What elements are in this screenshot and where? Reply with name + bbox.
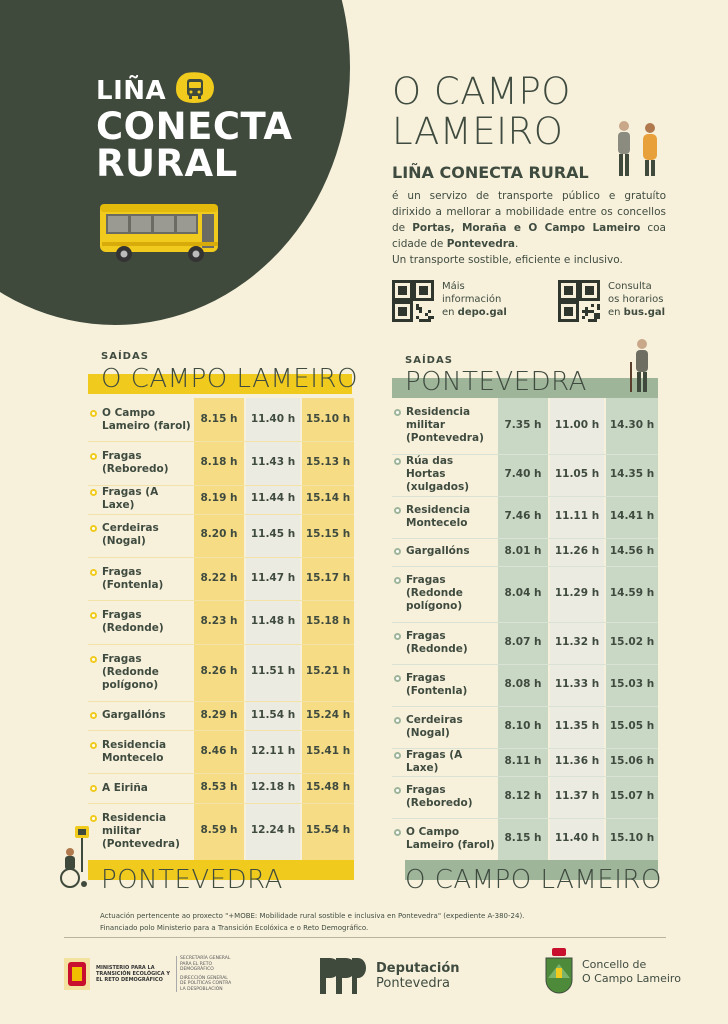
bus-illustration-icon: [98, 196, 222, 266]
qr-code-icon[interactable]: [392, 280, 434, 322]
stop-label-line: polígono): [102, 678, 159, 691]
departure-time: 15.41 h: [305, 744, 351, 757]
qr-schedules-line-2: os horarios: [608, 294, 664, 305]
stop-dot-icon: [394, 717, 401, 724]
qr-info-line-2: información: [442, 294, 502, 305]
footnote-line-2: Financiado polo Ministerio para a Transición Ecolóxica e o Reto Demográfico.: [100, 924, 369, 932]
departure-time: 15.54 h: [305, 824, 351, 837]
stop-name: [394, 749, 496, 775]
stop-label: [406, 545, 470, 558]
table-row: [392, 538, 658, 566]
concello-logo: [544, 948, 681, 996]
departure-time: 7.46 h: [504, 509, 542, 522]
departure-time: 11.37 h: [554, 790, 600, 802]
stop-dot-icon: [394, 548, 401, 555]
description-bold-1: Portas, Moraña e O Campo Lameiro: [412, 222, 641, 234]
departure-time: 11.43 h: [250, 455, 296, 468]
departure-time: 7.35 h: [504, 418, 542, 431]
qr-schedules-prefix: en: [608, 307, 624, 318]
table-row: [392, 566, 658, 622]
departure-time: 8.18 h: [200, 455, 238, 468]
departure-time: 11.05 h: [554, 467, 600, 480]
stop-label-line: Gargallóns: [102, 709, 166, 722]
stop-label-line: Fragas: [102, 565, 142, 578]
stop-label: [406, 749, 496, 775]
table-row: [88, 557, 354, 600]
table-row: [392, 454, 658, 496]
departure-time: 8.59 h: [200, 824, 238, 837]
right-destination: O CAMPO LAMEIRO: [405, 865, 662, 895]
departure-time: 8.12 h: [504, 790, 542, 802]
departure-time: 12.18 h: [250, 781, 296, 794]
departure-time: 12.24 h: [250, 824, 296, 837]
departure-time: 11.54 h: [250, 708, 296, 721]
stop-label-line: militar: [102, 824, 142, 837]
stop-dot-icon: [394, 675, 401, 682]
departure-time: 14.30 h: [609, 418, 655, 431]
departure-time: 15.15 h: [305, 528, 351, 541]
stop-label-line: Residencia: [406, 503, 471, 516]
departure-time: 15.21 h: [305, 665, 351, 678]
stop-name: [394, 630, 496, 656]
qr-info-site: depo.gal: [457, 307, 507, 318]
stop-label-line: (xulgados): [406, 481, 470, 494]
left-saidas-label: SAÍDAS: [101, 351, 149, 362]
concello-crest-icon: [544, 948, 574, 996]
stop-label-line: Fragas: [406, 784, 446, 796]
stop-name: [90, 812, 192, 851]
stop-label-line: militar: [406, 419, 446, 432]
stop-dot-icon: [394, 507, 401, 514]
stop-label: [102, 486, 192, 512]
stop-name: [394, 672, 496, 698]
departure-time: 8.20 h: [200, 528, 238, 541]
table-row: [88, 485, 354, 514]
stop-label: [406, 672, 467, 698]
departure-time: 15.05 h: [609, 719, 655, 732]
stop-label-line: (Fontenla): [102, 578, 164, 591]
departure-time: 15.07 h: [609, 790, 655, 802]
table-row: [392, 776, 658, 818]
stop-label-line: (Nogal): [102, 535, 146, 548]
ministerio-logo: [64, 956, 232, 992]
stop-label-line: Fragas (A Laxe): [406, 748, 463, 774]
description-text-2: coa cidade de: [392, 222, 666, 250]
stop-name: [394, 545, 496, 558]
table-row: [392, 496, 658, 538]
description-text-1: é un servizo de transporte público e gratuíto dirixido a mellorar a mobilidade entre os concellos de: [392, 190, 666, 234]
departure-time: 11.00 h: [554, 418, 600, 431]
qr-info[interactable]: [392, 280, 507, 322]
stop-label-line: O Campo: [102, 406, 156, 419]
departure-time: 11.26 h: [554, 544, 600, 557]
stop-label-line: Cerdeiras: [406, 713, 463, 726]
footnote: [100, 910, 660, 934]
deputacion-line-2: Pontevedra: [376, 976, 450, 991]
stop-name: [90, 739, 192, 765]
qr-code-icon[interactable]: [558, 280, 600, 322]
stop-name: [394, 504, 496, 530]
tagline: Un transporte sostible, eficiente e inclusivo.: [392, 254, 623, 266]
wheelchair-user-icon: [58, 826, 98, 890]
departure-time: 11.45 h: [250, 528, 296, 541]
stop-dot-icon: [394, 752, 401, 759]
qr-schedules[interactable]: [558, 280, 665, 322]
stop-dot-icon: [90, 742, 97, 749]
departure-time: 14.35 h: [609, 467, 655, 480]
departure-time: 15.17 h: [305, 571, 351, 584]
table-row: [88, 441, 354, 484]
departure-time: 15.10 h: [609, 832, 655, 844]
stop-name: [394, 714, 496, 740]
table-row: [88, 600, 354, 643]
stop-label: [102, 450, 169, 476]
stop-name: [90, 709, 192, 722]
table-row: [88, 398, 354, 441]
qr-schedules-site: bus.gal: [623, 307, 666, 318]
departure-time: 15.18 h: [305, 614, 351, 627]
departure-time: 15.03 h: [609, 677, 655, 690]
stop-dot-icon: [90, 612, 97, 619]
stop-label: [406, 455, 496, 494]
qr-schedules-text: [608, 280, 665, 319]
description-text-3: .: [515, 238, 519, 250]
qr-info-text: [442, 280, 507, 319]
right-saidas-label: SAÍDAS: [405, 355, 453, 366]
stop-name: [90, 486, 192, 512]
departure-time: 8.15 h: [200, 412, 238, 425]
departure-time: 8.15 h: [504, 832, 542, 844]
deputacion-line-1: Deputación: [376, 961, 460, 976]
stop-label-line: (Pontevedra): [406, 432, 484, 445]
stop-name: [394, 406, 496, 445]
stop-dot-icon: [394, 577, 401, 584]
description-bold-2: Pontevedra: [446, 238, 515, 250]
departure-time: 14.41 h: [609, 509, 655, 522]
departure-time: 8.01 h: [504, 544, 542, 557]
stop-name: [90, 407, 192, 433]
departure-time: 11.51 h: [250, 665, 296, 678]
secretaria-name: [176, 956, 232, 992]
stop-label: [102, 653, 159, 692]
left-origin: O CAMPO LAMEIRO: [101, 364, 358, 394]
table-row: [392, 748, 658, 776]
stop-label-line: Gargallóns: [406, 545, 470, 558]
departure-time: 7.40 h: [504, 467, 542, 480]
stop-dot-icon: [394, 633, 401, 640]
page-title: [392, 72, 571, 152]
brand-line-1: LIÑA: [96, 76, 167, 106]
stop-label: [406, 504, 470, 530]
concello-line-1: Concello de: [582, 958, 647, 971]
departure-time: 11.47 h: [250, 571, 296, 584]
table-row: [88, 514, 354, 557]
description: [392, 188, 666, 252]
subtitle: LIÑA CONECTA RURAL: [392, 163, 589, 182]
stop-label-line: (Nogal): [406, 726, 450, 739]
departure-time: 8.53 h: [200, 781, 238, 794]
stop-dot-icon: [90, 656, 97, 663]
footnote-line-1: Actuación pertencente ao proxecto "+MOBE: Mobilidade rural sostible e inclusiva en Pontevedra" (expediente A-380-24).: [100, 912, 525, 920]
spain-crest-icon: [64, 958, 90, 990]
stop-label-line: Lameiro (farol): [102, 419, 191, 432]
stop-label-line: Fragas: [102, 449, 142, 462]
table-row: [88, 730, 354, 773]
stop-dot-icon: [90, 785, 97, 792]
deputacion-logo: [316, 954, 460, 998]
departure-time: 11.11 h: [554, 509, 600, 522]
stop-dot-icon: [90, 569, 97, 576]
stop-name: [90, 450, 192, 476]
stop-label: [406, 784, 473, 810]
stop-label: [406, 574, 463, 613]
stop-label-line: Fragas: [102, 608, 142, 621]
bus-badge-icon: [174, 71, 216, 105]
stop-dot-icon: [394, 787, 401, 794]
departure-time: 15.02 h: [609, 635, 655, 648]
title-line-2: LAMEIRO: [392, 110, 564, 153]
left-destination: PONTEVEDRA: [101, 865, 283, 895]
direccion-text: DIRECCIÓN GENERAL DE POLÍTICAS CONTRA LA DESPOBLACIÓN: [180, 975, 232, 992]
ministerio-name: MINISTERIO PARA LA TRANSICIÓN ECOLÓGICA Y EL RETO DEMOGRÁFICO: [96, 965, 170, 983]
stop-dot-icon: [394, 829, 401, 836]
stop-label-line: Rúa das Hortas: [406, 455, 454, 481]
table-row: [392, 818, 658, 860]
pedestrians-icon: [610, 118, 666, 180]
departure-time: 11.40 h: [250, 412, 296, 425]
stop-dot-icon: [394, 409, 401, 416]
stop-label-line: polígono): [406, 600, 463, 613]
table-row: [88, 773, 354, 802]
qr-info-line-1: Máis: [442, 281, 465, 292]
brand-line-2: CONECTA: [96, 105, 293, 148]
stop-dot-icon: [90, 712, 97, 719]
stop-label-line: Fragas: [406, 629, 446, 642]
stop-label-line: Fragas: [102, 652, 142, 665]
stop-name: [90, 609, 192, 635]
stop-label-line: Lameiro (farol): [406, 839, 495, 851]
stop-dot-icon: [90, 489, 97, 496]
stop-label: [102, 782, 148, 795]
footer-divider: [64, 937, 666, 938]
table-row: [392, 706, 658, 748]
stop-label-line: (Reboredo): [406, 797, 473, 809]
stop-label-line: (Redonde): [406, 642, 468, 655]
departure-time: 8.07 h: [504, 635, 542, 648]
departure-time: 11.44 h: [250, 492, 296, 505]
brand-line-3: RURAL: [96, 142, 238, 185]
stop-label-line: (Pontevedra): [102, 837, 180, 850]
table-row: [88, 701, 354, 730]
stop-label-line: (Fontenla): [406, 684, 468, 697]
departure-time: 8.22 h: [200, 571, 238, 584]
stop-label-line: Fragas: [406, 574, 446, 587]
departure-time: 14.56 h: [609, 544, 655, 557]
stop-label-line: (Redonde): [102, 621, 164, 634]
stop-label: [102, 407, 191, 433]
stop-label: [102, 522, 159, 548]
table-row: [88, 803, 354, 860]
departure-time: 15.14 h: [305, 492, 351, 505]
concello-line-2: O Campo Lameiro: [582, 972, 681, 985]
departure-time: 8.29 h: [200, 708, 238, 721]
stop-label-line: Fragas: [406, 671, 446, 684]
stop-label: [102, 812, 180, 851]
stop-label: [406, 406, 484, 445]
stop-dot-icon: [90, 410, 97, 417]
departure-time: 8.08 h: [504, 677, 542, 690]
right-timetable: [392, 398, 658, 860]
stop-label-line: Fragas (A Laxe): [102, 486, 159, 512]
stop-label: [102, 566, 163, 592]
stop-dot-icon: [394, 458, 401, 465]
stop-name: [90, 782, 192, 795]
deputacion-mark-icon: [316, 954, 366, 998]
right-origin: PONTEVEDRA: [405, 367, 587, 397]
stop-dot-icon: [90, 453, 97, 460]
departure-time: 8.11 h: [504, 754, 542, 767]
stop-dot-icon: [90, 815, 97, 822]
stop-label: [102, 709, 166, 722]
stop-label: [406, 630, 468, 656]
stop-label: [102, 609, 164, 635]
stop-label-line: Residencia: [102, 738, 167, 751]
stop-label-line: Residencia: [102, 811, 167, 824]
departure-time: 8.19 h: [200, 492, 238, 505]
departure-time: 14.59 h: [609, 586, 655, 599]
stop-name: [90, 566, 192, 592]
departure-time: 11.32 h: [554, 635, 600, 648]
departure-time: 8.04 h: [504, 586, 542, 599]
departure-time: 8.23 h: [200, 614, 238, 627]
departure-time: 12.11 h: [250, 744, 296, 757]
stop-label-line: Residencia: [406, 406, 471, 419]
title-line-1: O CAMPO: [392, 70, 571, 113]
stop-label-line: (Reboredo): [102, 462, 169, 475]
stop-label-line: Montecelo: [406, 516, 468, 529]
departure-time: 11.48 h: [250, 614, 296, 627]
stop-label-line: Cerdeiras: [102, 522, 159, 535]
departure-time: 15.24 h: [305, 708, 351, 721]
stop-name: [394, 455, 496, 494]
departure-time: 11.29 h: [554, 586, 600, 599]
secretaria-text: SECRETARÍA GENERAL PARA EL RETO DEMOGRÁFICO: [180, 956, 231, 972]
table-row: [88, 644, 354, 701]
stop-dot-icon: [90, 525, 97, 532]
left-timetable: [88, 398, 354, 860]
stop-label-line: (Redonde: [406, 587, 463, 600]
departure-time: 8.10 h: [504, 719, 542, 732]
elderly-walker-icon: [626, 338, 658, 394]
departure-time: 11.35 h: [554, 719, 600, 732]
stop-label-line: A Eiriña: [102, 781, 148, 794]
stop-label-line: O Campo: [406, 826, 460, 838]
stop-label-line: Montecelo: [102, 751, 164, 764]
departure-time: 8.46 h: [200, 744, 238, 757]
qr-info-prefix: en: [442, 307, 458, 318]
qr-schedules-line-1: Consulta: [608, 281, 652, 292]
departure-time: 15.06 h: [609, 754, 655, 767]
stop-name: [394, 784, 496, 810]
table-row: [392, 622, 658, 664]
departure-time: 15.48 h: [305, 781, 351, 794]
stop-name: [90, 653, 192, 692]
departure-time: 15.10 h: [305, 412, 351, 425]
stop-label: [406, 714, 463, 740]
stop-label: [406, 826, 495, 852]
departure-time: 11.40 h: [554, 832, 600, 844]
stop-name: [394, 574, 496, 613]
stop-name: [394, 826, 496, 852]
table-row: [392, 664, 658, 706]
departure-time: 11.33 h: [554, 677, 600, 690]
departure-time: 15.13 h: [305, 455, 351, 468]
table-row: [392, 398, 658, 454]
stop-label: [102, 739, 166, 765]
departure-time: 11.36 h: [554, 754, 600, 767]
stop-name: [90, 522, 192, 548]
stop-label-line: (Redonde: [102, 665, 159, 678]
departure-time: 8.26 h: [200, 665, 238, 678]
